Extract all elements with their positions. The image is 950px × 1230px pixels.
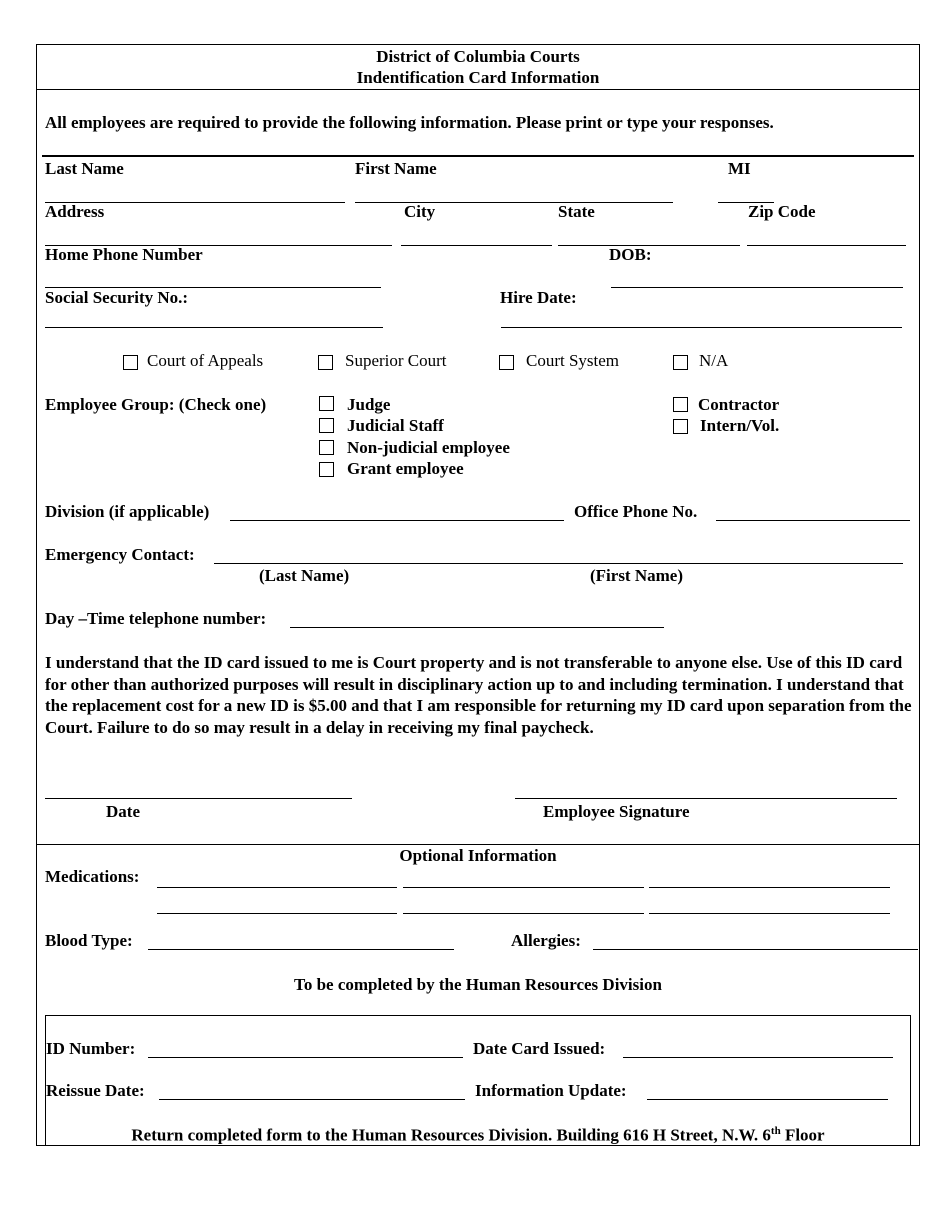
return-instructions-text: Return completed form to the Human Resources Division. Building 616 H Street, N.W. 6 xyxy=(131,1125,771,1145)
court-system-checkbox[interactable] xyxy=(499,355,514,370)
information-update-label: Information Update: xyxy=(475,1081,627,1100)
id-number-field[interactable] xyxy=(148,1057,463,1058)
hr-box-top xyxy=(45,1015,911,1016)
intern-checkbox[interactable] xyxy=(673,419,688,434)
employee-group-label: Employee Group: (Check one) xyxy=(45,395,267,414)
blood-type-label: Blood Type: xyxy=(45,931,133,950)
court-of-appeals-checkbox[interactable] xyxy=(123,355,138,370)
superior-court-checkbox[interactable] xyxy=(318,355,333,370)
contractor-label: Contractor xyxy=(698,395,780,414)
medications-label: Medications: xyxy=(45,867,140,886)
day-phone-label: Day –Time telephone number: xyxy=(45,609,267,628)
reissue-date-label: Reissue Date: xyxy=(46,1081,145,1100)
information-update-field[interactable] xyxy=(647,1099,888,1100)
medications-field-6[interactable] xyxy=(649,913,890,914)
form-title-line1: District of Columbia Courts xyxy=(376,47,580,66)
date-caption: Date xyxy=(106,802,140,821)
na-label: N/A xyxy=(699,351,729,370)
medications-field-5[interactable] xyxy=(403,913,644,914)
dob-label: DOB: xyxy=(609,245,652,264)
city-field[interactable] xyxy=(401,245,552,246)
day-phone-field[interactable] xyxy=(290,627,664,628)
emergency-contact-label: Emergency Contact: xyxy=(45,545,195,564)
optional-info-title: Optional Information xyxy=(399,846,557,865)
medications-field-1[interactable] xyxy=(157,887,397,888)
floor-text: Floor xyxy=(780,1125,825,1145)
medications-field-2[interactable] xyxy=(403,887,644,888)
allergies-label: Allergies: xyxy=(511,931,581,950)
header-divider xyxy=(36,89,920,90)
medications-field-4[interactable] xyxy=(157,913,397,914)
grant-employee-label: Grant employee xyxy=(347,459,464,478)
division-field[interactable] xyxy=(230,520,564,521)
grant-employee-checkbox[interactable] xyxy=(319,462,334,477)
hire-date-field[interactable] xyxy=(501,327,902,328)
date-card-issued-label: Date Card Issued: xyxy=(473,1039,606,1058)
last-name-label: Last Name xyxy=(45,159,124,178)
first-name-label: First Name xyxy=(355,159,437,178)
dob-field[interactable] xyxy=(611,287,903,288)
id-number-label: ID Number: xyxy=(46,1039,136,1058)
court-of-appeals-label: Court of Appeals xyxy=(147,351,264,370)
floor-superscript: th xyxy=(770,1125,781,1137)
address-label: Address xyxy=(45,202,105,221)
blood-type-field[interactable] xyxy=(148,949,454,950)
zip-code-label: Zip Code xyxy=(748,202,816,221)
intern-label: Intern/Vol. xyxy=(700,416,780,435)
first-name-field[interactable] xyxy=(355,202,673,203)
ssn-field[interactable] xyxy=(45,327,383,328)
judge-checkbox[interactable] xyxy=(319,396,334,411)
agreement-text: I understand that the ID card issued to me is Court property and is not transferable to anyone else. Use of this ID card for other than authorized purposes will result in disciplinary action up to and including termination. I understand that the replacement cost for a new ID is $5.00 and that I am responsible for returning my ID card upon separation from the Court. Failure to do so may result in a delay in receiving my final paycheck. xyxy=(45,653,912,737)
medications-field-3[interactable] xyxy=(649,887,890,888)
city-label: City xyxy=(404,202,436,221)
emergency-last-name-caption: (Last Name) xyxy=(259,566,350,585)
emergency-first-name-caption: (First Name) xyxy=(590,566,683,585)
division-label: Division (if applicable) xyxy=(45,502,210,521)
office-phone-field[interactable] xyxy=(716,520,910,521)
home-phone-label: Home Phone Number xyxy=(45,245,203,264)
hire-date-label: Hire Date: xyxy=(500,288,577,307)
employee-signature-field[interactable] xyxy=(515,798,897,799)
ssn-label: Social Security No.: xyxy=(45,288,189,307)
form-title-line2: Indentification Card Information xyxy=(356,68,600,87)
superior-court-label: Superior Court xyxy=(345,351,447,370)
contractor-checkbox[interactable] xyxy=(673,397,688,412)
non-judicial-label: Non-judicial employee xyxy=(347,438,510,457)
return-instructions xyxy=(0,1125,950,1146)
court-system-label: Court System xyxy=(526,351,620,370)
non-judicial-checkbox[interactable] xyxy=(319,440,334,455)
hr-section-title: To be completed by the Human Resources Division xyxy=(294,975,662,994)
state-label: State xyxy=(558,202,595,221)
office-phone-label: Office Phone No. xyxy=(574,502,698,521)
reissue-date-field[interactable] xyxy=(159,1099,465,1100)
date-signature-field[interactable] xyxy=(45,798,352,799)
mi-label: MI xyxy=(728,159,751,178)
instructions-text: All employees are required to provide the following information. Please print or type your responses. xyxy=(45,113,774,132)
form-border-top xyxy=(36,44,920,45)
zip-code-field[interactable] xyxy=(747,245,906,246)
judicial-staff-checkbox[interactable] xyxy=(319,418,334,433)
allergies-field[interactable] xyxy=(593,949,918,950)
employee-signature-caption: Employee Signature xyxy=(543,802,690,821)
judicial-staff-label: Judicial Staff xyxy=(347,416,444,435)
date-card-issued-field[interactable] xyxy=(623,1057,893,1058)
na-checkbox[interactable] xyxy=(673,355,688,370)
instructions-rule xyxy=(42,155,914,157)
optional-divider xyxy=(36,844,920,845)
judge-label: Judge xyxy=(347,395,391,414)
emergency-contact-field[interactable] xyxy=(214,563,903,564)
